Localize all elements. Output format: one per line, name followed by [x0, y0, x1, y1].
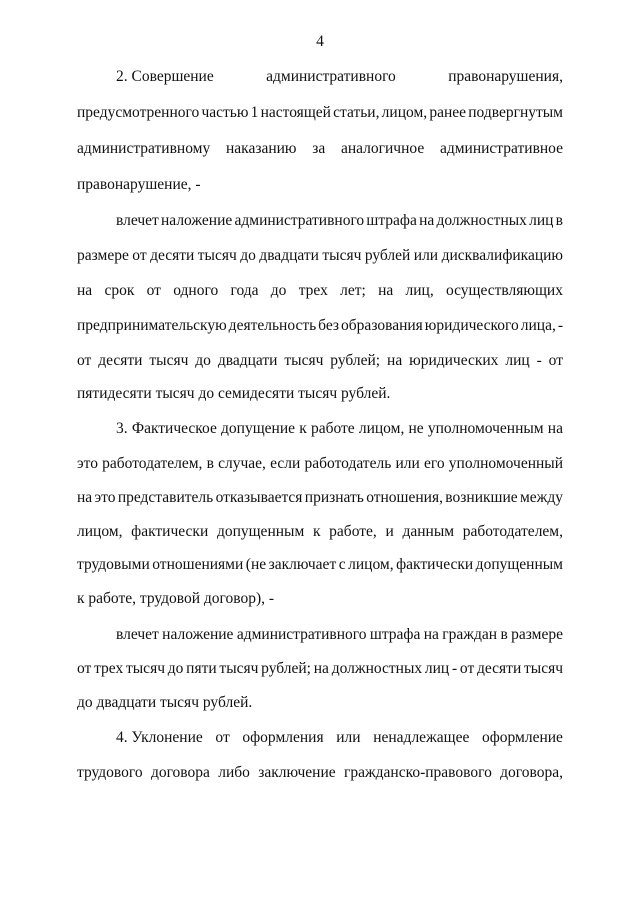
- paragraph-2-line-6: пятидесяти тысяч до семидесяти тысяч рублей.: [77, 385, 391, 402]
- text-segment: за: [312, 140, 326, 157]
- paragraph-3-line-6: к работе, трудовой договор), -: [77, 590, 275, 607]
- text-segment: 2. Совершение: [116, 68, 214, 85]
- paragraph-1-line-1: [116, 68, 563, 86]
- paragraph-2-line-4: предпринимательскую деятельность без образования юридического лица, -: [77, 317, 563, 334]
- text-segment: административное: [439, 140, 563, 157]
- paragraph-3-line-5: трудовыми отношениями (не заключает с лицом, фактически допущенным: [77, 556, 563, 573]
- text-segment: лиц,: [405, 282, 434, 299]
- paragraph-2-line-3: [77, 282, 563, 300]
- text-segment: правонарушения,: [448, 68, 563, 85]
- text-segment: до: [270, 282, 287, 299]
- paragraph-1-line-3: [77, 140, 563, 158]
- text-segment: лет;: [340, 282, 366, 299]
- text-segment: наказанию: [225, 140, 297, 157]
- paragraph-4-line-2: от трех тысяч до пяти тысяч рублей; на должностных лиц - от десяти тысяч: [77, 660, 563, 677]
- paragraph-5-line-2: трудового договора либо заключение гражданско-правового договора,: [77, 764, 563, 781]
- text-segment: осуществляющих: [445, 282, 563, 299]
- text-segment: оформления: [242, 729, 324, 746]
- text-segment: трех: [298, 282, 328, 299]
- text-segment: аналогичное: [340, 140, 425, 157]
- text-segment: на: [378, 282, 394, 299]
- text-segment: на: [77, 282, 93, 299]
- paragraph-1-line-2: предусмотренного частью 1 настоящей статьи, лицом, ранее подвергнутым: [77, 104, 563, 121]
- page-number: 4: [316, 33, 324, 50]
- text-segment: административному: [77, 140, 211, 157]
- paragraph-4-line-3: до двадцати тысяч рублей.: [77, 694, 253, 711]
- paragraph-3-line-4: лицом, фактически допущенным к работе, и данным работодателем,: [77, 523, 563, 540]
- text-segment: одного: [173, 282, 219, 299]
- paragraph-4-line-1: влечет наложение административного штрафа на граждан в размере: [116, 626, 563, 643]
- paragraph-2-line-1: влечет наложение административного штрафа на должностных лиц в: [116, 212, 563, 229]
- text-segment: года: [230, 282, 259, 299]
- paragraph-3-line-1: 3. Фактическое допущение к работе лицом, не уполномоченным на: [116, 420, 563, 437]
- paragraph-3-line-2: это работодателем, в случае, если работодатель или его уполномоченный: [77, 455, 563, 472]
- paragraph-1-line-4: правонарушение, -: [77, 176, 201, 193]
- text-segment: административного: [266, 68, 396, 85]
- text-segment: или: [336, 729, 361, 746]
- paragraph-2-line-5: от десяти тысяч до двадцати тысяч рублей; на юридических лиц - от: [77, 352, 563, 369]
- text-segment: ненадлежащее: [373, 729, 470, 746]
- text-segment: 4. Уклонение: [116, 729, 203, 746]
- paragraph-2-line-2: размере от десяти тысяч до двадцати тысяч рублей или дисквалификацию: [77, 247, 563, 264]
- text-segment: от: [146, 282, 161, 299]
- text-segment: оформление: [481, 729, 563, 746]
- text-segment: от: [215, 729, 230, 746]
- text-segment: срок: [104, 282, 135, 299]
- paragraph-5-line-1: [116, 729, 563, 747]
- paragraph-3-line-3: на это представитель отказывается признать отношения, возникшие между: [77, 489, 563, 506]
